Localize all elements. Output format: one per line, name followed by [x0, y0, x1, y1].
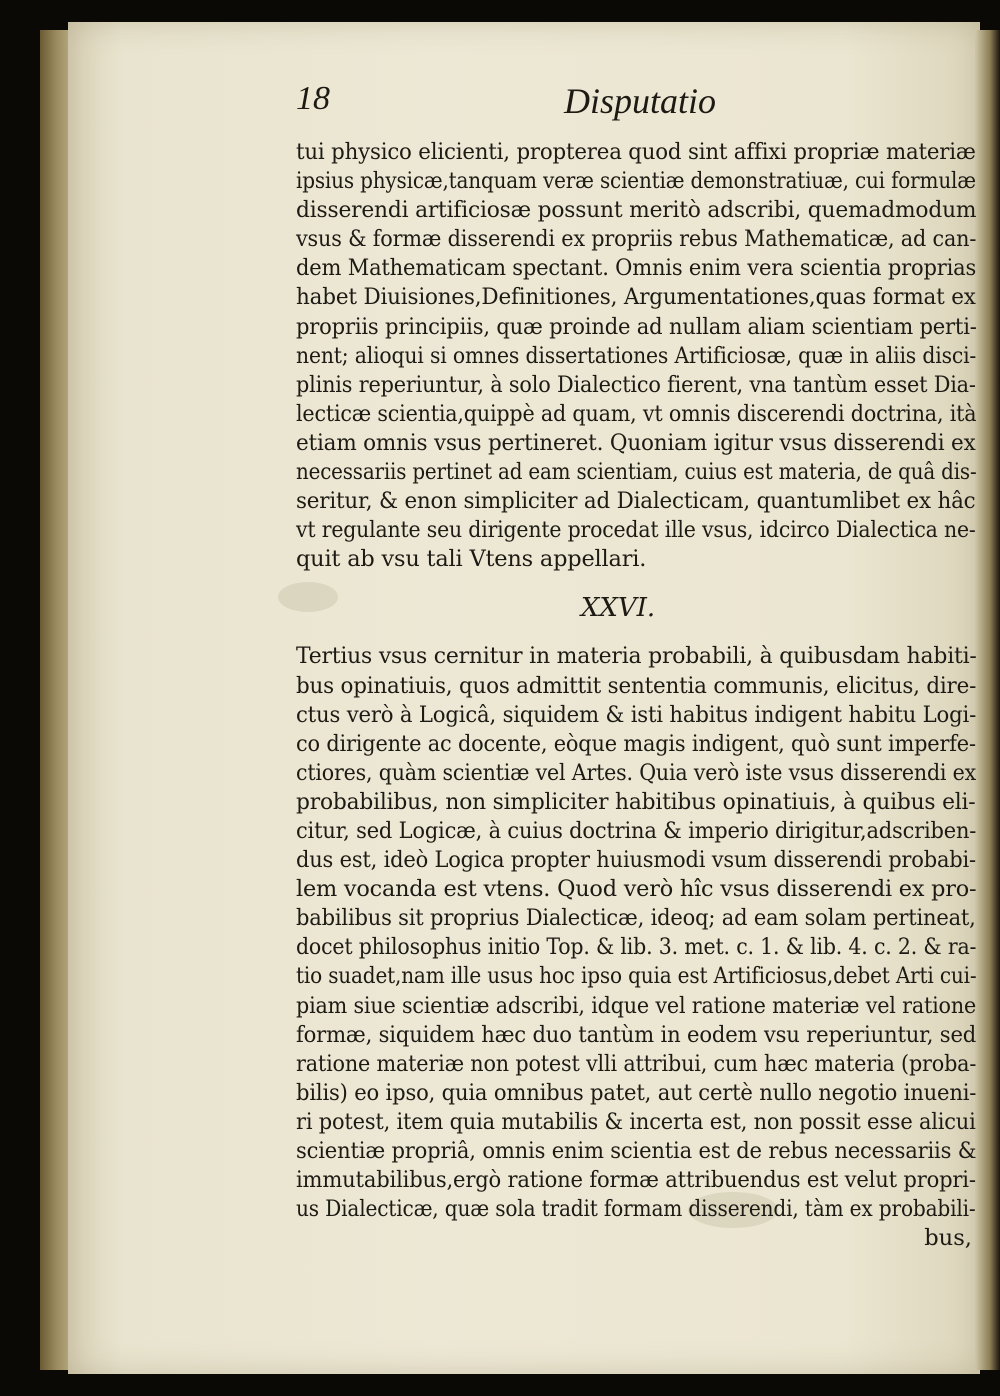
text-line: nent; alioqui si omnes dissertationes Artificiosæ, quæ in aliis disci- [296, 342, 977, 369]
text-line: babilibus sit proprius Dialecticæ, ideoq; ad eam solam pertineat, [296, 905, 976, 932]
text-line: lem vocanda est vtens. Quod verò hîc vsus disserendi ex pro- [296, 876, 977, 903]
text-line: bus opinatiuis, quos admittit sententia communis, elicitus, dire- [296, 672, 977, 699]
text-line: us Dialecticæ, quæ sola tradit formam disserendi, tàm ex probabili- [296, 1196, 976, 1223]
text-line: ctus verò à Logicâ, siquidem & isti habitus indigent habitu Logi- [296, 701, 977, 728]
text-block [296, 80, 980, 1253]
text-line: seritur, & enon simpliciter ad Dialecticam, quantumlibet ex hâc [296, 488, 976, 515]
text-line: propriis principiis, quæ proinde ad nullam aliam scientiam perti- [296, 313, 977, 340]
text-line: docet philosophus initio Top. & lib. 3. met. c. 1. & lib. 4. c. 2. & ra- [296, 934, 977, 961]
text-line: ri potest, item quia mutabilis & incerta est, non possit esse alicui [296, 1108, 976, 1135]
text-line: dus est, ideò Logica propter huiusmodi vsum disserendi probabi- [296, 847, 976, 874]
paragraph-two [296, 642, 980, 1224]
text-line: necessariis pertinet ad eam scientiam, cuius est materia, de quâ dis- [296, 459, 977, 486]
text-line: immutabilibus,ergò ratione formæ attribuendus est velut propri- [296, 1167, 976, 1194]
text-line: tio suadet,nam ille usus hoc ipso quia est Artificiosus,debet Arti cui- [296, 963, 977, 990]
page-number: 18 [296, 80, 330, 117]
paragraph-one [296, 138, 980, 574]
text-line: plinis reperiuntur, à solo Dialectico fierent, vna tantùm esset Dia- [296, 371, 976, 398]
text-line: etiam omnis vsus pertineret. Quoniam igitur vsus disserendi ex [296, 429, 976, 456]
text-line: ipsius physicæ,tanquam veræ scientiæ demonstratiuæ, cui formulæ [296, 168, 976, 195]
text-line: quit ab vsu tali Vtens appellari. [296, 546, 647, 573]
section-heading: XXVI. [580, 593, 656, 624]
catchword: bus, [924, 1225, 972, 1252]
text-line: citur, sed Logicæ, à cuius doctrina & imperio dirigitur,adscriben- [296, 817, 977, 844]
text-line: dem Mathematicam spectant. Omnis enim vera scientia proprias [296, 255, 977, 282]
text-line: ctiores, quàm scientiæ vel Artes. Quia verò iste vsus disserendi ex [296, 759, 977, 786]
text-line: tui physico elicienti, propterea quod sint affixi propriæ materiæ [296, 139, 976, 165]
text-line: habet Diuisiones,Definitiones, Argumentationes,quas format ex [296, 284, 976, 311]
text-line: probabilibus, non simpliciter habitibus opinatiuis, à quibus eli- [296, 788, 976, 815]
text-line: ratione materiæ non potest vlli attribui, cum hæc materia (proba- [296, 1050, 977, 1077]
text-line: vt regulante seu dirigente procedat ille vsus, idcirco Dialectica ne- [296, 517, 976, 544]
text-line: scientiæ propriâ, omnis enim scientia est de rebus necessariis & [296, 1138, 977, 1164]
text-line: Tertius vsus cernitur in materia probabili, à quibusdam habiti- [296, 643, 977, 670]
text-line: bilis) eo ipso, quia omnibus patet, aut certè nullo negotio inueni- [296, 1079, 977, 1106]
text-line: co dirigente ac docente, eòque magis indigent, quò sunt imperfe- [296, 730, 976, 757]
text-line: piam siue scientiæ adscribi, idque vel ratione materiæ vel ratione [296, 992, 977, 1019]
running-head: Disputatio [564, 81, 717, 121]
text-line: disserendi artificiosæ possunt meritò adscribi, quemadmodum [296, 197, 977, 224]
text-line: vsus & formæ disserendi ex propriis rebus Mathematicæ, ad can- [296, 226, 977, 253]
page-header [296, 80, 980, 140]
text-line: formæ, siquidem hæc duo tantùm in eodem vsu reperiuntur, sed [296, 1021, 977, 1048]
text-line: lecticæ scientia,quippè ad quam, vt omnis discerendi doctrina, ità [296, 400, 977, 427]
